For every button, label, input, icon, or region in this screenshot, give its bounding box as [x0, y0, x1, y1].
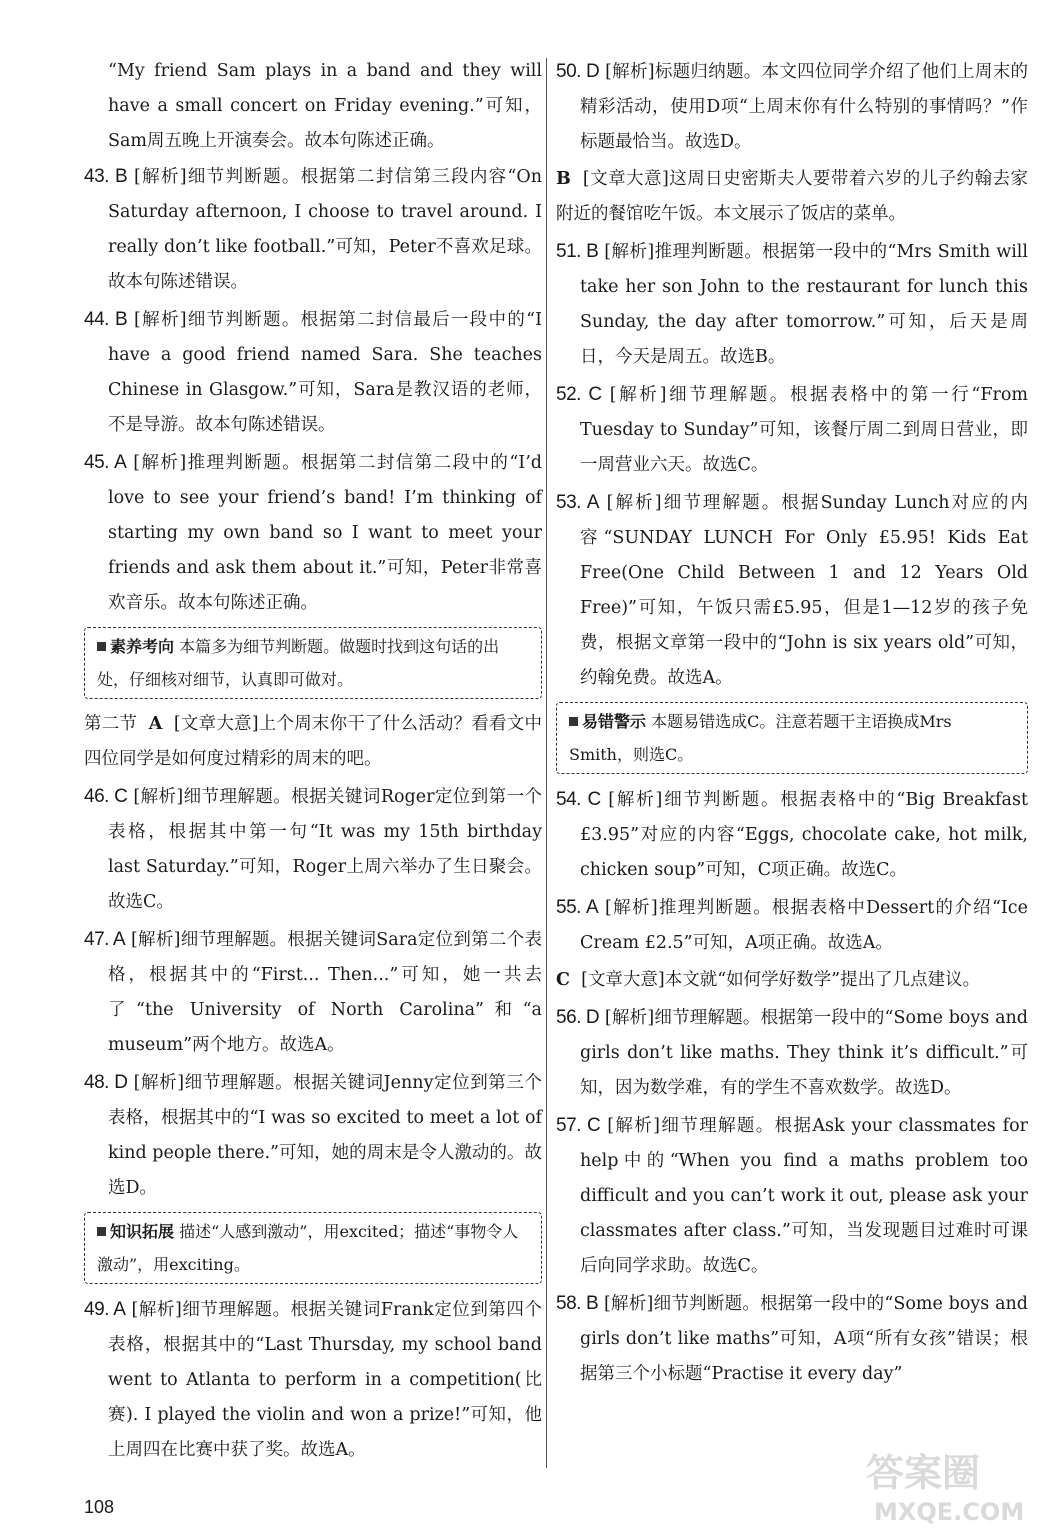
- left-column: [84, 54, 542, 1470]
- page-number: 108: [84, 1497, 115, 1517]
- answer-item-44: 44. B [解析]细节判断题。根据第二封信最后一段中的“I have a good friend named Sara. She teaches Chinese in Glasgow.”可知，Sara是教汉语的老师，不是导游。故本句陈述错误。: [84, 309, 542, 435]
- section-header-part2: 第二节 A [文章大意]上个周末你干了什么活动？看看文中四位同学是如何度过精彩的周末的吧。: [84, 714, 543, 769]
- tip-box-error-warning: 易错警示 本题易错选成C。注意若题干主语换成Mrs Smith，则选C。: [556, 702, 1028, 774]
- right-column: [556, 54, 1028, 1394]
- answer-item-58: 58. B [解析]细节判断题。根据第一段中的“Some boys and girls don’t like maths”可知，A项“所有女孩”错误；根据第三个小标题“Practise it every day”: [556, 1293, 1028, 1384]
- watermark-line1: 答案圈: [866, 1451, 981, 1495]
- square-bullet-icon: [569, 717, 578, 726]
- section-header-c: C [文章大意]本文就“如何学好数学”提出了几点建议。: [556, 970, 981, 990]
- square-bullet-icon: [97, 1227, 106, 1236]
- square-bullet-icon: [97, 642, 106, 651]
- answer-item-48: 48. D [解析]细节理解题。根据关键词Jenny定位到第三个表格，根据其中的“I was so excited to meet a lot of kind people there.”可知，她的周末是令人激动的。故选D。: [84, 1072, 542, 1198]
- answer-item-43: 43. B [解析]细节判断题。根据第二封信第三段内容“On Saturday afternoon, I choose to travel around. I really don’t like football.”可知，Peter不喜欢足球。故本句陈述错误。: [84, 166, 542, 292]
- answer-item-56: 56. D [解析]细节理解题。根据第一段中的“Some boys and girls don’t like maths. They think it’s difficult.”可知，因为数学难，有的学生不喜欢数学。故选D。: [556, 1007, 1028, 1098]
- tip-box-literacy: 素养考向 本篇多为细节判断题。做题时找到这句话的出处，仔细核对细节，认真即可做对。: [84, 627, 542, 699]
- answer-item-55: 55. A [解析]推理判断题。根据表格中Dessert的介绍“Ice Cream £2.5”可知，A项正确。故选A。: [556, 897, 1028, 953]
- intro-paragraph: “My friend Sam plays in a band and they will have a small concert on Friday evening.”可知，Sam周五晚上开演奏会。故本句陈述正确。: [108, 61, 542, 151]
- watermark-logo: [860, 1440, 1030, 1530]
- answer-item-53: 53. A [解析]细节理解题。根据Sunday Lunch对应的内容“SUNDAY LUNCH For Only £5.95! Kids Eat Free(One Child Between 1 and 12 Years Old Free)”可知，午饭只需£5.95，但是1—12岁的孩子免费，根据文章第一段中的“John is six years old”可知，约翰免费。故选A。: [556, 492, 1028, 688]
- answer-item-50: 50. D [解析]标题归纳题。本文四位同学介绍了他们上周末的精彩活动，使用D项“上周末你有什么特别的事情吗？”作标题最恰当。故选D。: [556, 61, 1028, 152]
- tip-box-knowledge: 知识拓展 描述“人感到激动”，用excited；描述“事物令人激动”，用exciting。: [84, 1212, 542, 1284]
- answer-item-46: 46. C [解析]细节理解题。根据关键词Roger定位到第一个表格，根据其中第一句“It was my 15th birthday last Saturday.”可知，Roger上周六举办了生日聚会。故选C。: [84, 786, 542, 912]
- answer-item-54: 54. C [解析]细节判断题。根据表格中的“Big Breakfast £3.95”对应的内容“Eggs, chocolate cake, hot milk, chicken soup”可知，C项正确。故选C。: [556, 789, 1028, 880]
- answer-item-47: 47. A [解析]细节理解题。根据关键词Sara定位到第二个表格，根据其中的“First... Then...”可知，她一共去了“the University of North Carolina”和“a museum”两个地方。故选A。: [84, 929, 542, 1055]
- answer-item-57: 57. C [解析]细节理解题。根据Ask your classmates for help中的“When you find a maths problem too difficult and you can’t work it out, please ask your classmates after class.”可知，当发现题目过难时可课后向同学求助。故选C。: [556, 1115, 1028, 1276]
- watermark-line2: MXQE.COM: [874, 1498, 1025, 1526]
- answer-item-52: 52. C [解析]细节理解题。根据表格中的第一行“From Tuesday to Sunday”可知，该餐厅周二到周日营业，即一周营业六天。故选C。: [556, 384, 1028, 475]
- column-divider: [546, 58, 547, 1468]
- answer-item-49: 49. A [解析]细节理解题。根据关键词Frank定位到第四个表格，根据其中的“Last Thursday, my school band went to Atlanta to perform in a competition(比赛). I played the violin and won a prize!”可知，他上周四在比赛中获了奖。故选A。: [84, 1299, 542, 1460]
- answer-item-51: 51. B [解析]推理判断题。根据第一段中的“Mrs Smith will take her son John to the restaurant for lunch this Sunday, the day after tomorrow.”可知，后天是周日，今天是周五。故选B。: [556, 241, 1028, 367]
- answer-item-45: 45. A [解析]推理判断题。根据第二封信第二段中的“I’d love to see your friend’s band! I’m thinking of starting my own band so I want to meet your friends and ask them about it.”可知，Peter非常喜欢音乐。故本句陈述正确。: [84, 452, 542, 613]
- section-header-b: B [文章大意]这周日史密斯夫人要带着六岁的儿子约翰去家附近的餐馆吃午饭。本文展示了饭店的菜单。: [556, 169, 1028, 224]
